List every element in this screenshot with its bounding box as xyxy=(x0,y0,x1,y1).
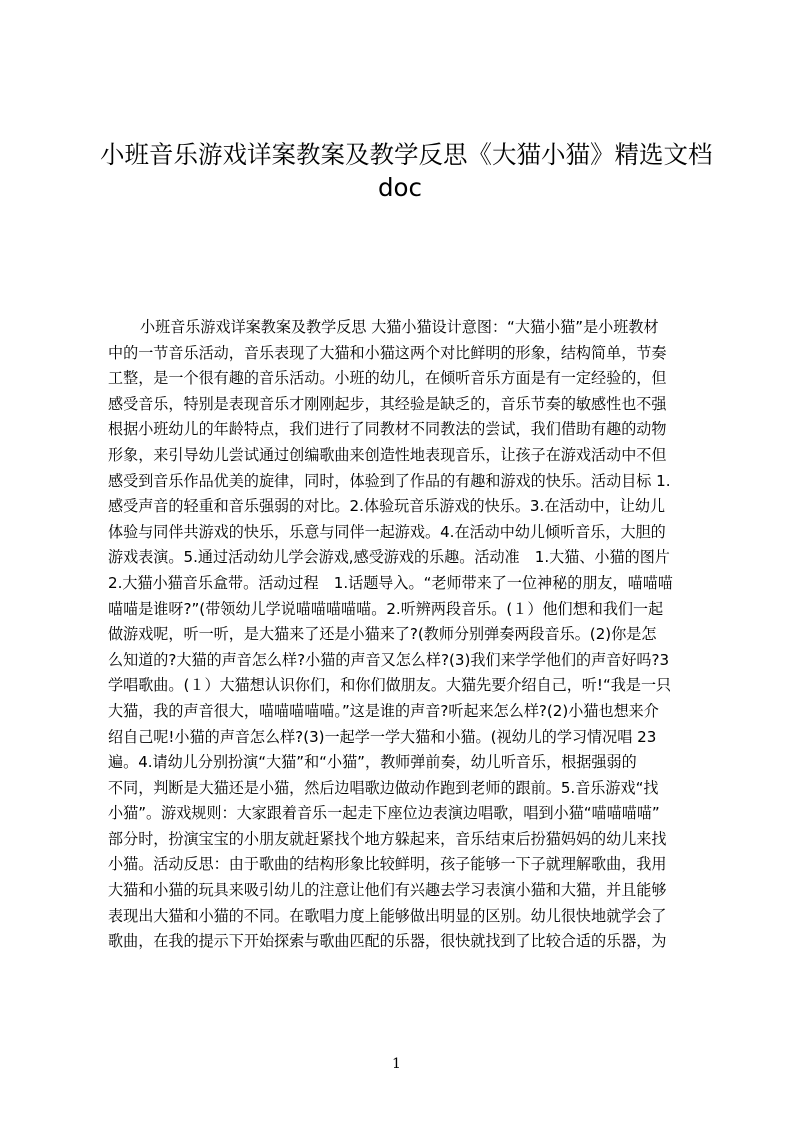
title-line-1: 小班音乐游戏详案教案及教学反思《大猫小猫》精选文档 xyxy=(100,140,713,169)
body-line: 么知道的?大猫的声音怎么样?小猫的声音又怎么样?(3)我们来学学他们的声音好吗?3 xyxy=(108,650,670,669)
body-line: 感受音乐，特别是表现音乐才刚刚起步，其经验是缺乏的，音乐节奏的敏感性也不强 xyxy=(108,394,667,413)
body-line: 遍。4.请幼儿分别扮演“大猫”和“小猫”，教师弹前奏，幼儿听音乐，根据强弱的 xyxy=(108,753,637,772)
body-text xyxy=(108,315,702,955)
body-line: 大猫，我的声音很大，喵喵喵喵喵。”这是谁的声音?听起来怎么样?(2)小猫也想来介 xyxy=(108,701,659,720)
body-line: 小猫。活动反思：由于歌曲的结构形象比较鲜明，孩子能够一下子就理解歌曲，我用 xyxy=(108,855,667,874)
body-line: 大猫和小猫的玩具来吸引幼儿的注意让他们有兴趣去学习表演小猫和大猫，并且能够 xyxy=(108,881,667,900)
body-line: 不同，判断是大猫还是小猫，然后边唱歌边做动作跑到老师的跟前。5.音乐游戏“找 xyxy=(108,778,659,797)
body-line: 做游戏呢，听一听，是大猫来了还是小猫来了?(教师分别弹奏两段音乐。(2)你是怎 xyxy=(108,625,657,644)
body-line: 小班音乐游戏详案教案及教学反思 大猫小猫设计意图：“大猫小猫”是小班教材 xyxy=(140,318,659,336)
body-line: 感受声音的轻重和音乐强弱的对比。2.体验玩音乐游戏的快乐。3.在活动中，让幼儿 xyxy=(108,497,666,516)
body-line: 感受到音乐作品优美的旋律，同时，体验到了作品的有趣和游戏的快乐。活动目标 1. xyxy=(108,471,671,490)
body-line: 小猫”。游戏规则：大家跟着音乐一起走下座位边表演边唱歌，唱到小猫“喵喵喵喵” xyxy=(108,804,660,823)
body-line: 根据小班幼儿的年龄特点，我们进行了同教材不同教法的尝试，我们借助有趣的动物 xyxy=(108,420,667,439)
body-line: 中的一节音乐活动，音乐表现了大猫和小猫这两个对比鲜明的形象，结构简单，节奏 xyxy=(108,343,667,362)
body-line: 部分时，扮演宝宝的小朋友就赶紧找个地方躲起来，音乐结束后扮猫妈妈的幼儿来找 xyxy=(108,829,667,848)
body-line: 形象，来引导幼儿尝试通过创编歌曲来创造性地表现音乐，让孩子在游戏活动中不但 xyxy=(108,445,667,464)
body-line: 学唱歌曲。(１）大猫想认识你们，和你们做朋友。大猫先要介绍自己，听!“我是一只 xyxy=(108,676,672,695)
body-line: 歌曲，在我的提示下开始探索与歌曲匹配的乐器，很快就找到了比较合适的乐器，为 xyxy=(108,932,667,951)
page-number: 1 xyxy=(392,1056,401,1072)
body-line: 2.大猫小猫音乐盒带。活动过程 1.话题导入。“老师带来了一位神秘的朋友，喵喵喵 xyxy=(108,573,673,592)
body-line: 工整，是一个很有趣的音乐活动。小班的幼儿，在倾听音乐方面是有一定经验的，但 xyxy=(108,369,667,388)
body-line: 游戏表演。5.通过活动幼儿学会游戏,感受游戏的乐趣。活动准 1.大猫、小猫的图片 xyxy=(108,548,670,567)
title-line-2: doc xyxy=(377,173,422,202)
body-line: 喵喵是谁呀?”(带领幼儿学说喵喵喵喵喵。2.听辨两段音乐。(１）他们想和我们一起 xyxy=(108,599,664,618)
body-line: 体验与同伴共游戏的快乐，乐意与同伴一起游戏。4.在活动中幼儿倾听音乐，大胆的 xyxy=(108,522,666,541)
body-line: 表现出大猫和小猫的不同。在歌唱力度上能够做出明显的区别。幼儿很快地就学会了 xyxy=(108,906,667,925)
page-title xyxy=(100,138,713,204)
body-line: 绍自己呢!小猫的声音怎么样?(3)一起学一学大猫和小猫。(视幼儿的学习情况唱 23 xyxy=(108,727,657,746)
